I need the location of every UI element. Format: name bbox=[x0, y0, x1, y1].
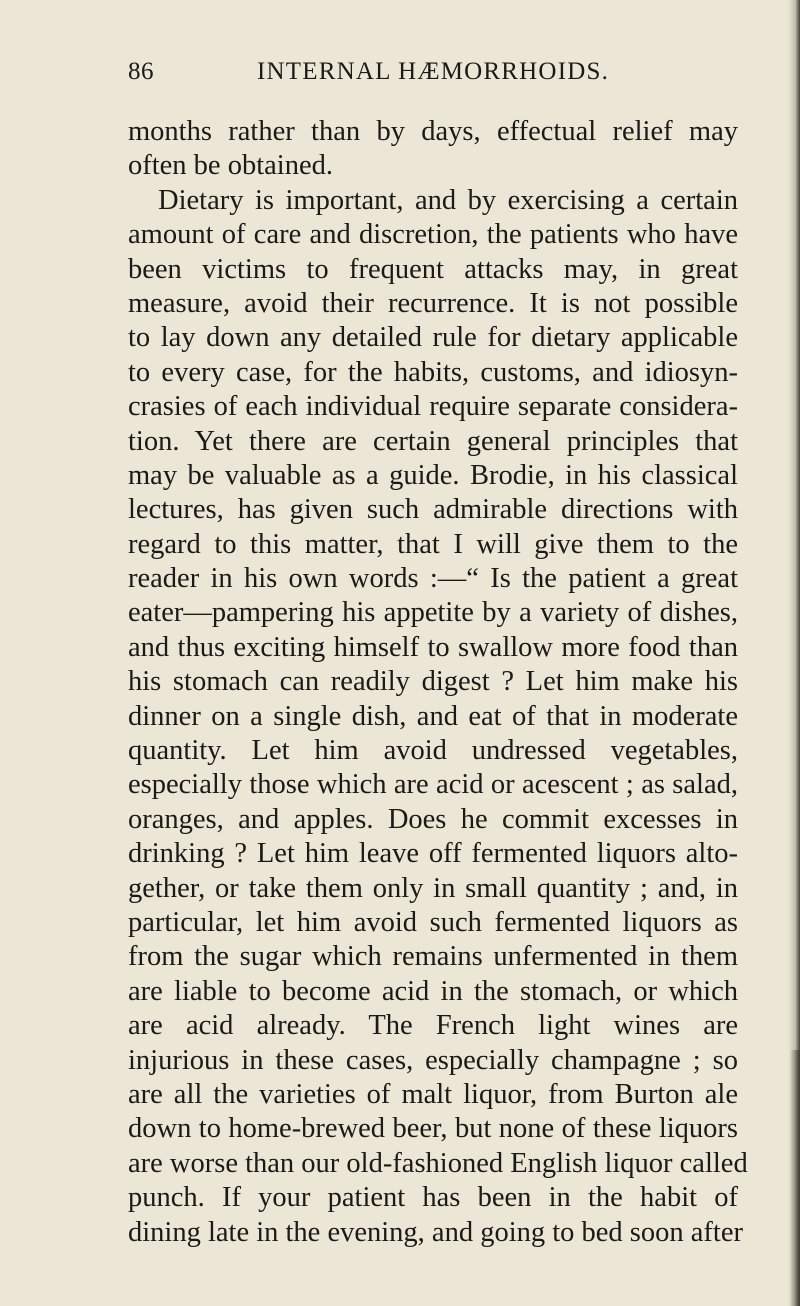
text-line: drinking ? Let him leave off fermented liquors alto- bbox=[128, 838, 738, 870]
text-line: to every case, for the habits, customs, and idiosyn- bbox=[128, 356, 738, 388]
text-line: are all the varieties of malt liquor, from Burton ale bbox=[128, 1078, 738, 1110]
text-line: may be valuable as a guide. Brodie, in his classical bbox=[128, 459, 738, 491]
text-line: dinner on a single dish, and eat of that in moderate bbox=[128, 700, 738, 732]
text-line: are acid already. The French light wines are bbox=[128, 1010, 738, 1042]
page-header bbox=[128, 58, 738, 98]
text-line: down to home-brewed beer, but none of these liquors bbox=[128, 1113, 738, 1145]
page-number: 86 bbox=[128, 58, 154, 85]
text-line: to lay down any detailed rule for dietary applicable bbox=[128, 322, 738, 354]
text-line: gether, or take them only in small quantity ; and, in bbox=[128, 872, 738, 904]
text-line: and thus exciting himself to swallow more food than bbox=[128, 631, 738, 663]
text-line: months rather than by days, effectual relief may bbox=[128, 116, 738, 147]
text-line: especially those which are acid or acescent ; as salad, bbox=[128, 769, 738, 801]
text-line: particular, let him avoid such fermented liquors as bbox=[128, 906, 738, 938]
text-line: often be obtained. bbox=[128, 150, 333, 182]
text-line: his stomach can readily digest ? Let him make his bbox=[128, 666, 738, 698]
text-line: punch. If your patient has been in the habit of bbox=[128, 1182, 738, 1214]
running-head: INTERNAL HÆMORRHOIDS. bbox=[256, 58, 610, 85]
text-line: lectures, has given such admirable directions with bbox=[128, 494, 738, 526]
text-line: reader in his own words :—“ Is the patient a great bbox=[128, 563, 738, 595]
text-line: amount of care and discretion, the patients who have bbox=[128, 219, 738, 251]
text-line: are liable to become acid in the stomach, or which bbox=[128, 975, 738, 1007]
text-line: injurious in these cases, especially champagne ; so bbox=[128, 1044, 738, 1076]
text-line: regard to this matter, that I will give them to the bbox=[128, 528, 738, 560]
text-line: eater—pampering his appetite by a variety of dishes, bbox=[128, 597, 738, 629]
text-line: Dietary is important, and by exercising a certain bbox=[158, 184, 738, 216]
text-line: from the sugar which remains unfermented in them bbox=[128, 941, 738, 973]
text-line: been victims to frequent attacks may, in great bbox=[128, 253, 738, 285]
text-line: dining late in the evening, and going to bed soon after bbox=[128, 1216, 743, 1248]
body-text bbox=[128, 115, 748, 1250]
text-line: oranges, and apples. Does he commit excesses in bbox=[128, 803, 738, 835]
text-line: tion. Yet there are certain general principles that bbox=[128, 425, 738, 457]
page-edge-shadow-lower bbox=[790, 1050, 800, 1306]
text-line: crasies of each individual require separate considera- bbox=[128, 391, 738, 423]
text-line: measure, avoid their recurrence. It is not possible bbox=[128, 287, 738, 319]
text-line: are worse than our old-fashioned English liquor called bbox=[128, 1147, 748, 1179]
text-line: quantity. Let him avoid undressed vegetables, bbox=[128, 735, 738, 767]
